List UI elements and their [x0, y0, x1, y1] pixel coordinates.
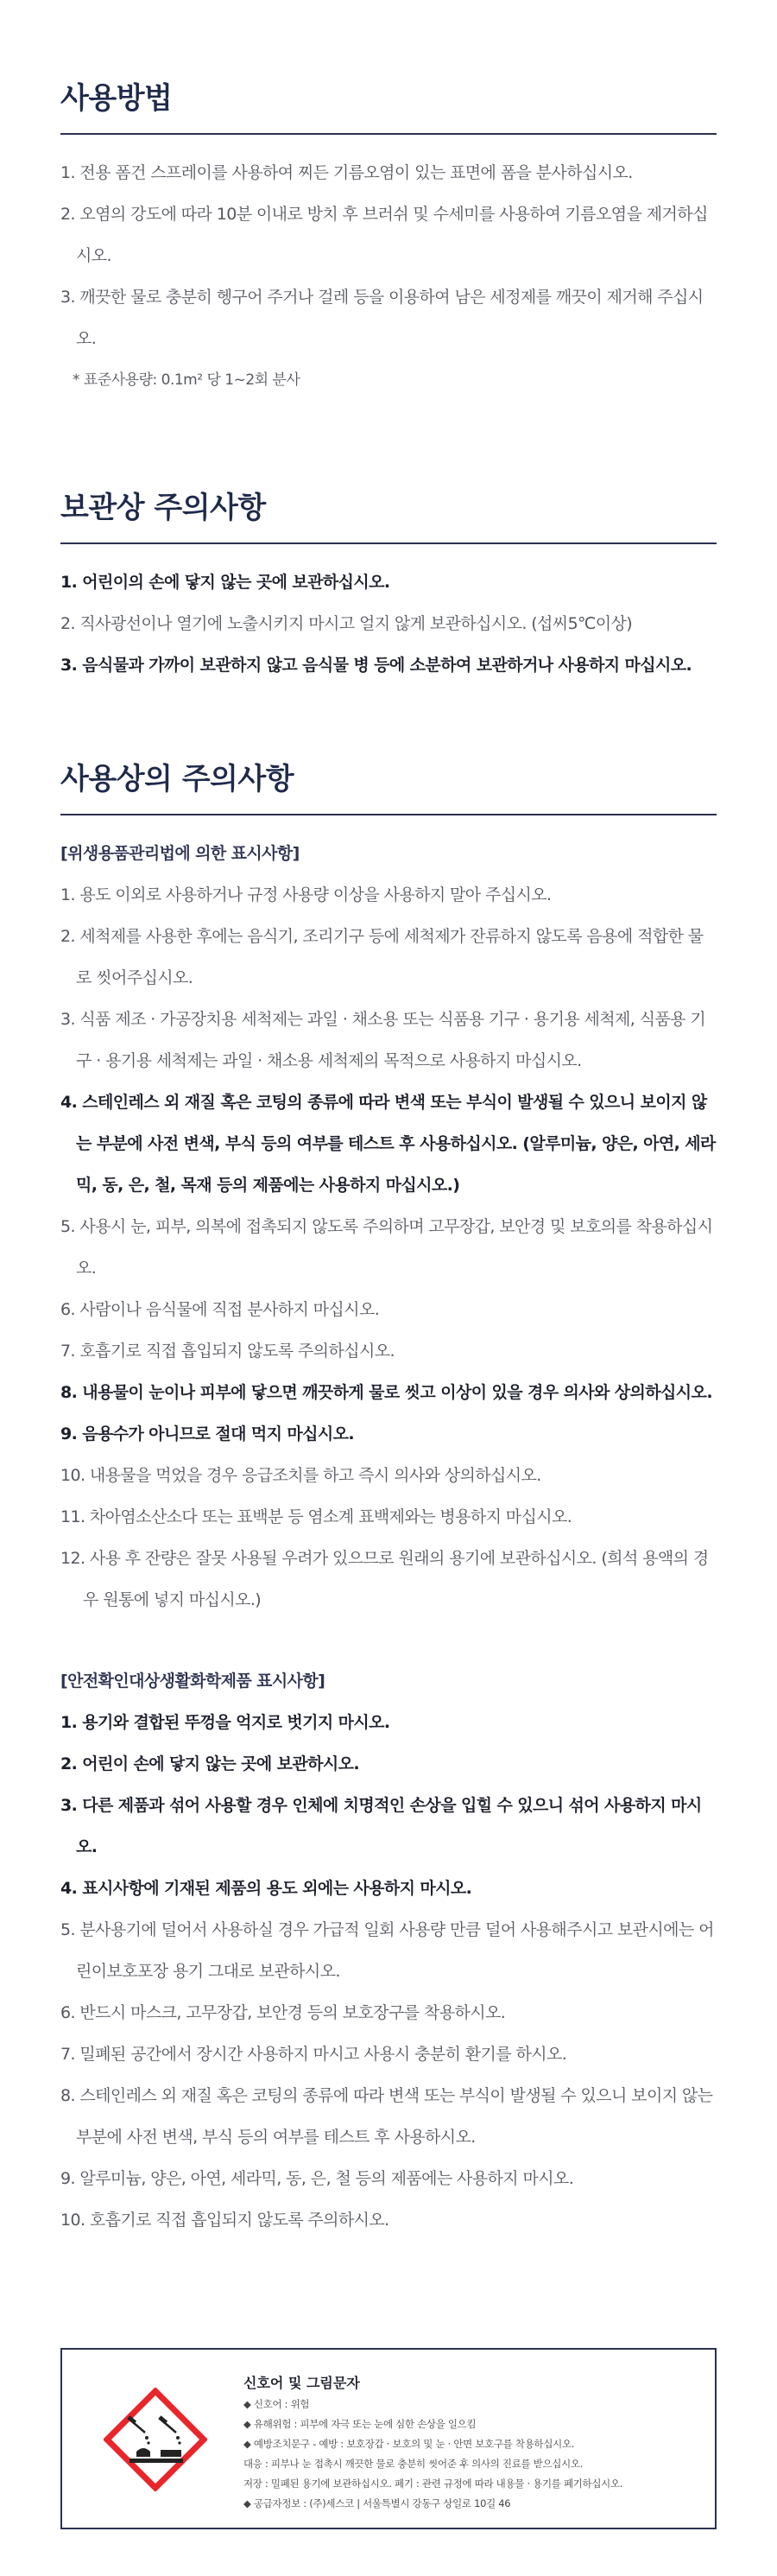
safety-item-6: 6. 반드시 마스크, 고무장갑, 보안경 등의 보호장구를 착용하시오.	[60, 2003, 506, 2022]
signal-text	[243, 2372, 701, 2514]
hygiene-item-12: 12. 사용 후 잔량은 잘못 사용될 우려가 있으므로 원래의 용기에 보관하십시오. (희석 용액의 경우 원통에 넣지 마십시오.)	[60, 1549, 709, 1609]
corrosion-pictogram-icon	[104, 2388, 207, 2491]
storage-divider	[60, 542, 717, 544]
hygiene-item-11: 11. 차아염소산소다 또는 표백분 등 염소계 표백제와는 병용하지 마십시오.	[60, 1507, 572, 1526]
safety-item-9: 9. 알루미늄, 양은, 아연, 세라믹, 동, 은, 철 등의 제품에는 사용하지 마시오.	[60, 2169, 574, 2188]
hygiene-item-9: 9. 음용수가 아니므로 절대 먹지 마십시오.	[60, 1424, 354, 1443]
hygiene-item-8: 8. 내용물이 눈이나 피부에 닿으면 깨끗하게 물로 씻고 이상이 있을 경우 의사와 상의하십시오.	[60, 1383, 712, 1402]
hygiene-item-6: 6. 사람이나 음식물에 직접 분사하지 마십시오.	[60, 1300, 380, 1319]
hygiene-item-3: 3. 식품 제조 · 가공장치용 세척제는 과일 · 채소용 또는 식품용 기구 · 용기용 세척제, 식품용 기구 · 용기용 세척제는 과일 · 채소용 세척제의 목적으로 사용하지 마십시오.	[60, 1010, 706, 1070]
storage-item-3: 3. 음식물과 가까이 보관하지 않고 음식물 병 등에 소분하여 보관하거나 사용하지 마십시오.	[60, 656, 692, 675]
safety-item-1: 1. 용기와 결합된 뚜껑을 억지로 벗기지 마시오.	[60, 1713, 390, 1732]
usage-item-3: 3. 깨끗한 물로 충분히 헹구어 주거나 걸레 등을 이용하여 남은 세정제를 깨끗이 제거해 주십시오.	[60, 288, 704, 348]
signal-supplier: ◆ 공급자정보 : (주)세스코 | 서울특별시 강동구 상일로 10길 46	[243, 2497, 511, 2509]
hygiene-item-10: 10. 내용물을 먹었을 경우 응급조치를 하고 즉시 의사와 상의하십시오.	[60, 1466, 541, 1485]
storage-item-1: 1. 어린이의 손에 닿지 않는 곳에 보관하십시오.	[60, 573, 390, 592]
safety-item-7: 7. 밀폐된 공간에서 장시간 사용하지 마시고 사용시 충분히 환기를 하시오.	[60, 2045, 567, 2064]
usage-item-2: 2. 오염의 강도에 따라 10분 이내로 방치 후 브러쉬 및 수세미를 사용하여 기름오염을 제거하십시오.	[60, 205, 708, 265]
signal-storage-disposal: 저장 : 밀폐된 용기에 보관하십시오. 폐기 : 관련 규정에 따라 내용물 · 용기를 폐기하십시오.	[243, 2478, 623, 2490]
spacer	[60, 1621, 717, 1660]
hygiene-item-4: 4. 스테인레스 외 재질 혹은 코팅의 종류에 따라 변색 또는 부식이 발생될 수 있으니 보이지 않는 부분에 사전 변색, 부식 등의 여부를 테스트 후 사용하십시오. (알루미늄, 양은, 아연, 세라믹, 동, 은, 철, 목재 등의 제품에는 사용하지 마십시오.)	[60, 1093, 716, 1195]
usage-section	[60, 79, 717, 401]
safety-item-4: 4. 표시사항에 기재된 제품의 용도 외에는 사용하지 마시오.	[60, 1879, 472, 1898]
signal-box	[60, 2348, 717, 2529]
safety-item-3: 3. 다른 제품과 섞어 사용할 경우 인체에 치명적인 손상을 입힐 수 있으니 섞어 사용하지 마시오.	[60, 1796, 702, 1856]
hygiene-item-1: 1. 용도 이외로 사용하거나 규정 사용량 이상을 사용하지 말아 주십시오.	[60, 885, 552, 904]
hygiene-item-7: 7. 호흡기로 직접 흡입되지 않도록 주의하십시오.	[60, 1342, 395, 1361]
caution-section	[60, 760, 717, 2241]
usage-note: * 표준사용량: 0.1m² 당 1~2회 분사	[73, 371, 300, 389]
usage-item-1: 1. 전용 폼건 스프레이를 사용하여 찌든 기름오염이 있는 표면에 폼을 분사하십시오.	[60, 163, 633, 182]
storage-section	[60, 489, 717, 686]
usage-title: 사용방법	[60, 81, 173, 116]
signal-hazard: ◆ 유해위험 : 피부에 자극 또는 눈에 심한 손상을 일으킴	[243, 2418, 477, 2430]
storage-item-2: 2. 직사광선이나 열기에 노출시키지 마시고 얼지 않게 보관하십시오. (섭씨5℃이상)	[60, 614, 633, 633]
signal-response: 대응 : 피부나 눈 접촉시 깨끗한 물로 충분히 씻어준 후 의사의 진료를 받으십시오.	[243, 2458, 584, 2470]
hygiene-heading: [위생용품관리법에 의한 표시사항]	[60, 844, 300, 863]
caution-divider	[60, 814, 717, 815]
hygiene-item-2: 2. 세척제를 사용한 후에는 음식기, 조리기구 등에 세척제가 잔류하지 않도록 음용에 적합한 물로 씻어주십시오.	[60, 927, 704, 987]
safety-item-8: 8. 스테인레스 외 재질 혹은 코팅의 종류에 따라 변색 또는 부식이 발생될 수 있으니 보이지 않는 부분에 사전 변색, 부식 등의 여부를 테스트 후 사용하시오.	[60, 2086, 713, 2147]
hygiene-item-5: 5. 사용시 눈, 피부, 의복에 접촉되지 않도록 주의하며 고무장갑, 보안경 및 보호의를 착용하십시오.	[60, 1217, 713, 1278]
safety-item-10: 10. 호흡기로 직접 흡입되지 않도록 주의하시오.	[60, 2211, 389, 2230]
storage-title: 보관상 주의사항	[60, 491, 266, 525]
safety-item-5: 5. 분사용기에 덜어서 사용하실 경우 가급적 일회 사용량 만큼 덜어 사용해주시고 보관시에는 어린이보호포장 용기 그대로 보관하시오.	[60, 1920, 714, 1981]
safety-item-2: 2. 어린이 손에 닿지 않는 곳에 보관하시오.	[60, 1754, 360, 1773]
safety-heading: [안전확인대상생활화학제품 표시사항]	[60, 1672, 325, 1691]
signal-word: ◆ 신호어 : 위험	[243, 2398, 310, 2410]
signal-title: 신호어 및 그림문자	[243, 2375, 360, 2391]
signal-prevention: ◆ 예방조치문구 - 예방 : 보호장갑 · 보호의 및 눈 · 안면 보호구를 착용하십시오.	[243, 2438, 575, 2450]
usage-divider	[60, 133, 717, 135]
caution-title: 사용상의 주의사항	[60, 762, 294, 796]
